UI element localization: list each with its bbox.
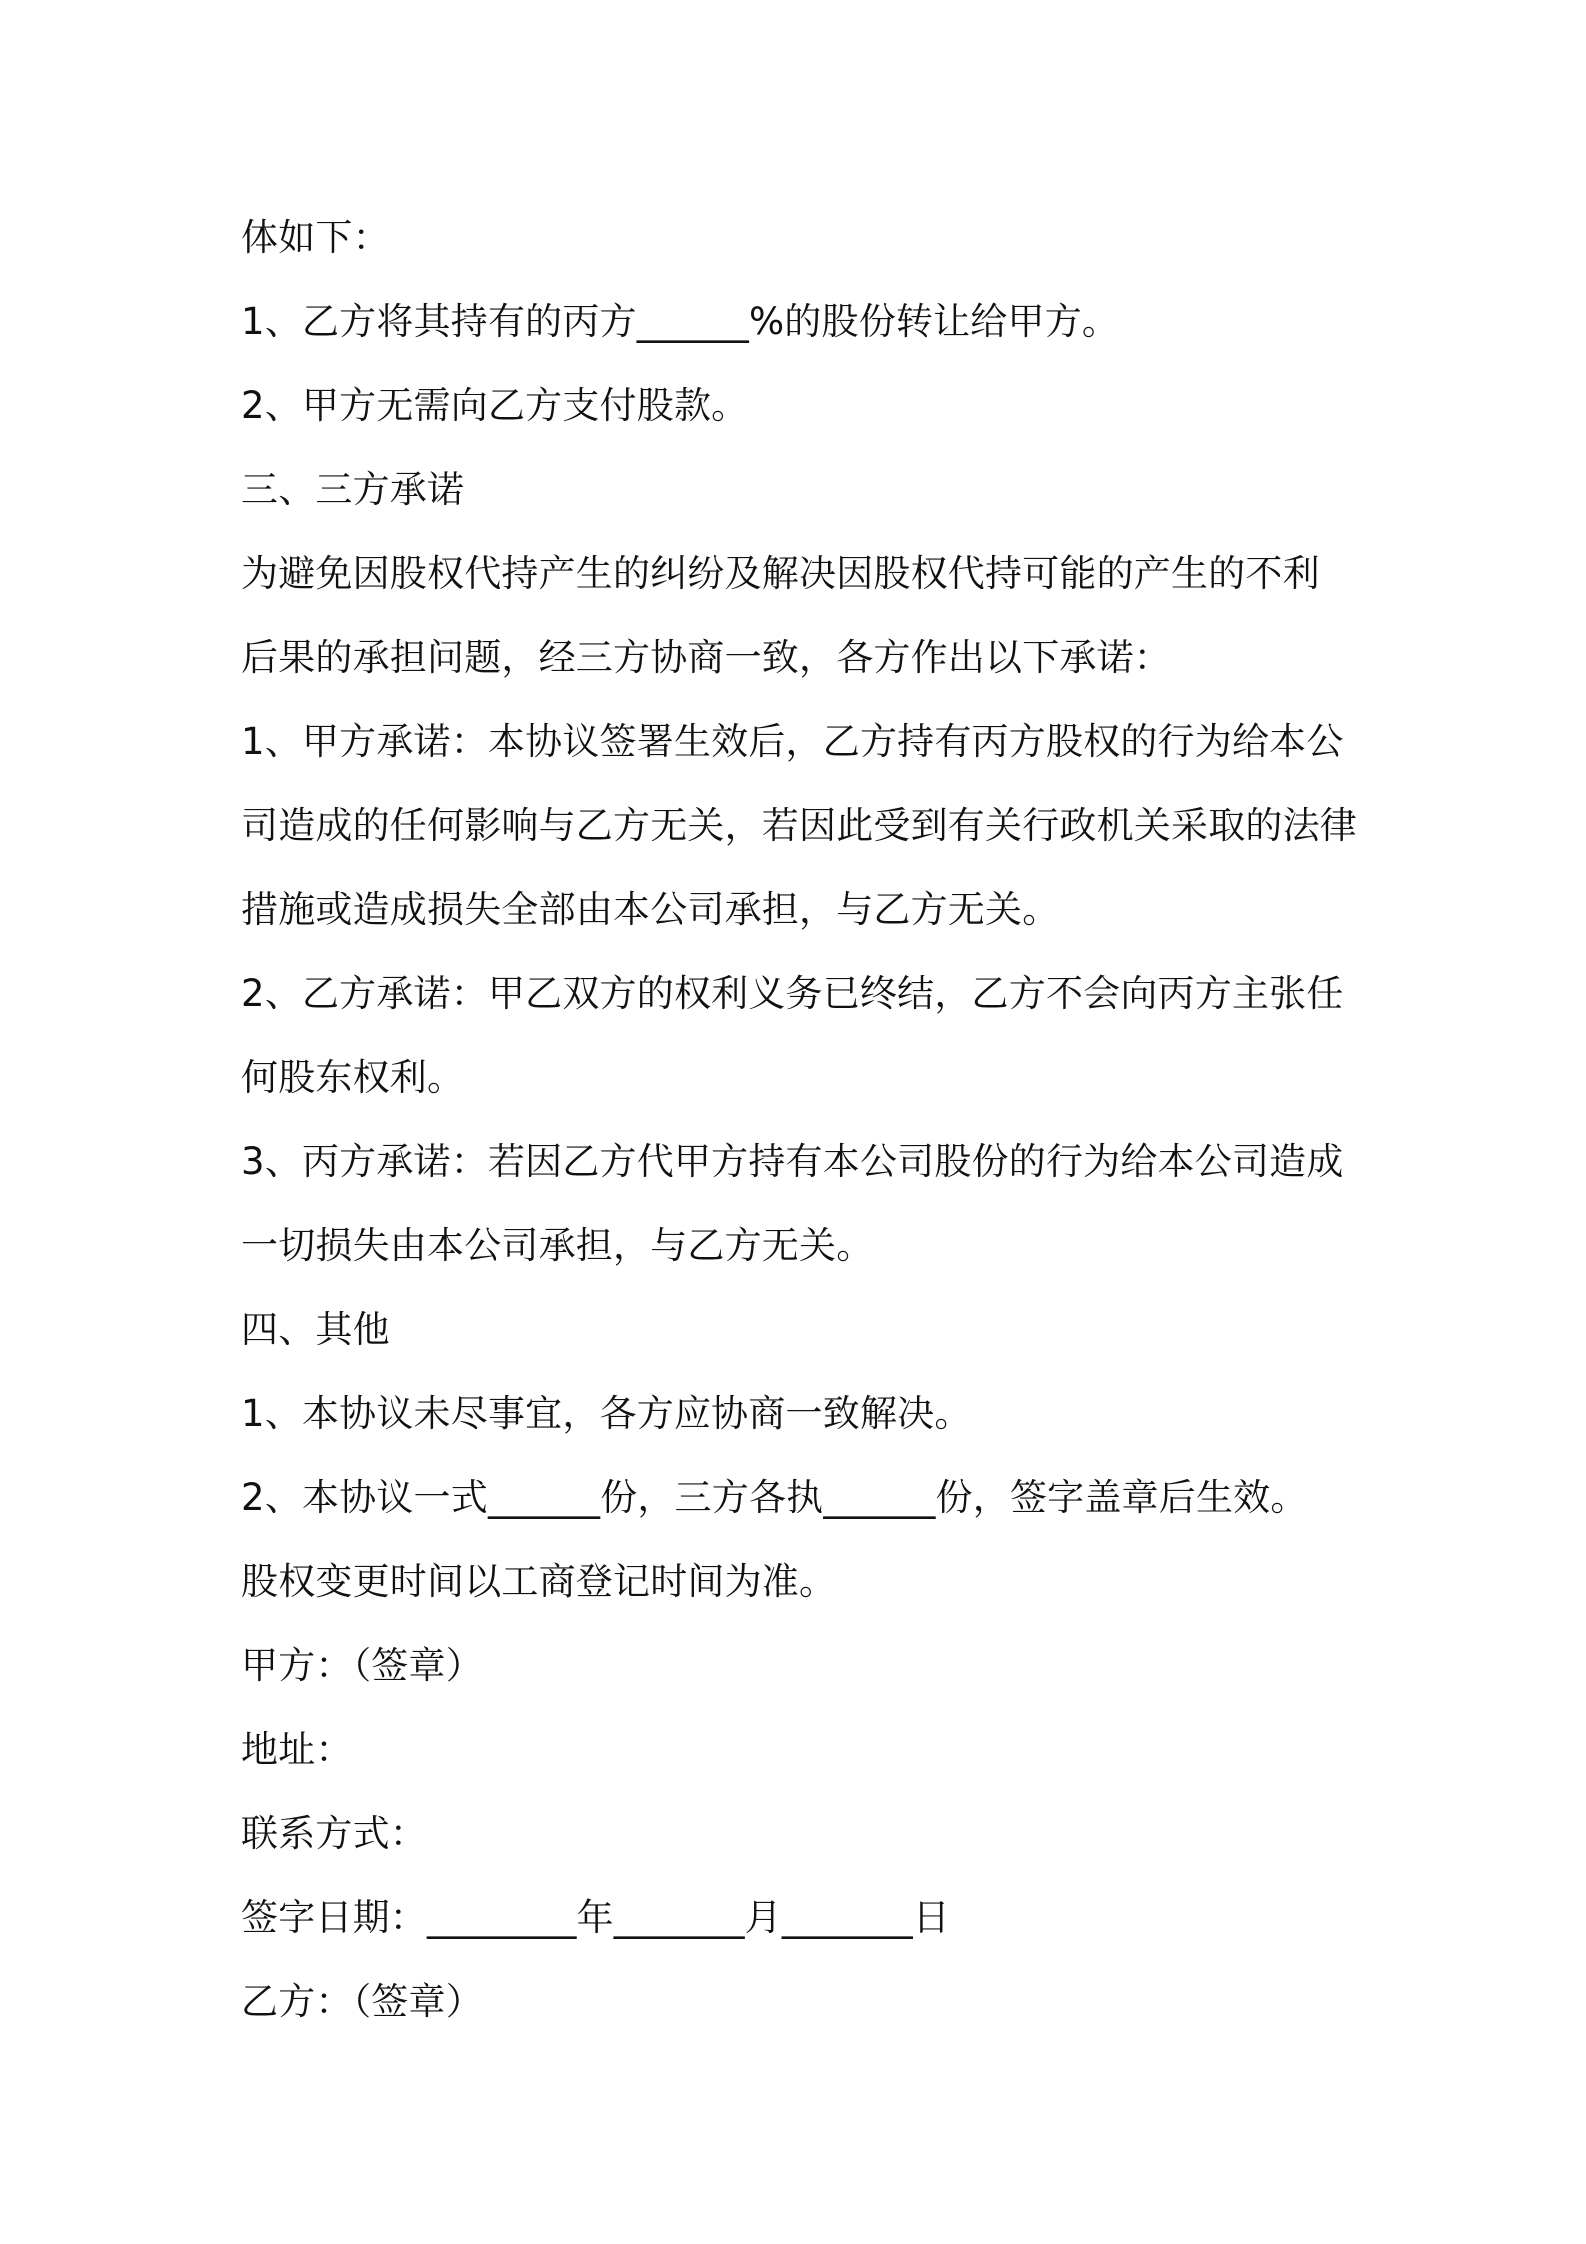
text-line: 2、本协议一式______份，三方各执______份，签字盖章后生效。 — [241, 1476, 1308, 1519]
text-line: 股权变更时间以工商登记时间为准。 — [241, 1560, 837, 1603]
text-line: 3、丙方承诺：若因乙方代甲方持有本公司股份的行为给本公司造成 — [241, 1140, 1344, 1183]
text-line: 何股东权利。 — [241, 1056, 465, 1099]
document-body — [241, 196, 1371, 2044]
section-heading: 四、其他 — [241, 1308, 390, 1351]
address-field: 地址： — [241, 1728, 353, 1771]
section-heading: 三、三方承诺 — [241, 468, 465, 511]
text-line: 为避免因股权代持产生的纠纷及解决因股权代持可能的产生的不利 — [241, 552, 1320, 595]
text-line: 后果的承担问题，经三方协商一致，各方作出以下承诺： — [241, 636, 1171, 679]
contact-field: 联系方式： — [241, 1812, 427, 1855]
signature-field: 乙方：（签章） — [241, 1980, 483, 2023]
text-line: 1、甲方承诺：本协议签署生效后，乙方持有丙方股权的行为给本公 — [241, 720, 1344, 763]
text-line: 1、本协议未尽事宜，各方应协商一致解决。 — [241, 1392, 972, 1435]
text-line: 司造成的任何影响与乙方无关，若因此受到有关行政机关采取的法律 — [241, 804, 1357, 847]
text-line: 措施或造成损失全部由本公司承担，与乙方无关。 — [241, 888, 1060, 931]
text-line: 一切损失由本公司承担，与乙方无关。 — [241, 1224, 874, 1267]
text-line: 体如下： — [241, 216, 390, 259]
text-line: 2、甲方无需向乙方支付股款。 — [241, 384, 749, 427]
date-field: 签字日期：________年_______月_______日 — [241, 1896, 950, 1939]
text-line: 2、乙方承诺：甲乙双方的权利义务已终结，乙方不会向丙方主张任 — [241, 972, 1344, 1015]
signature-field: 甲方：（签章） — [241, 1644, 483, 1687]
text-line: 1、乙方将其持有的丙方______%的股份转让给甲方。 — [241, 300, 1120, 343]
